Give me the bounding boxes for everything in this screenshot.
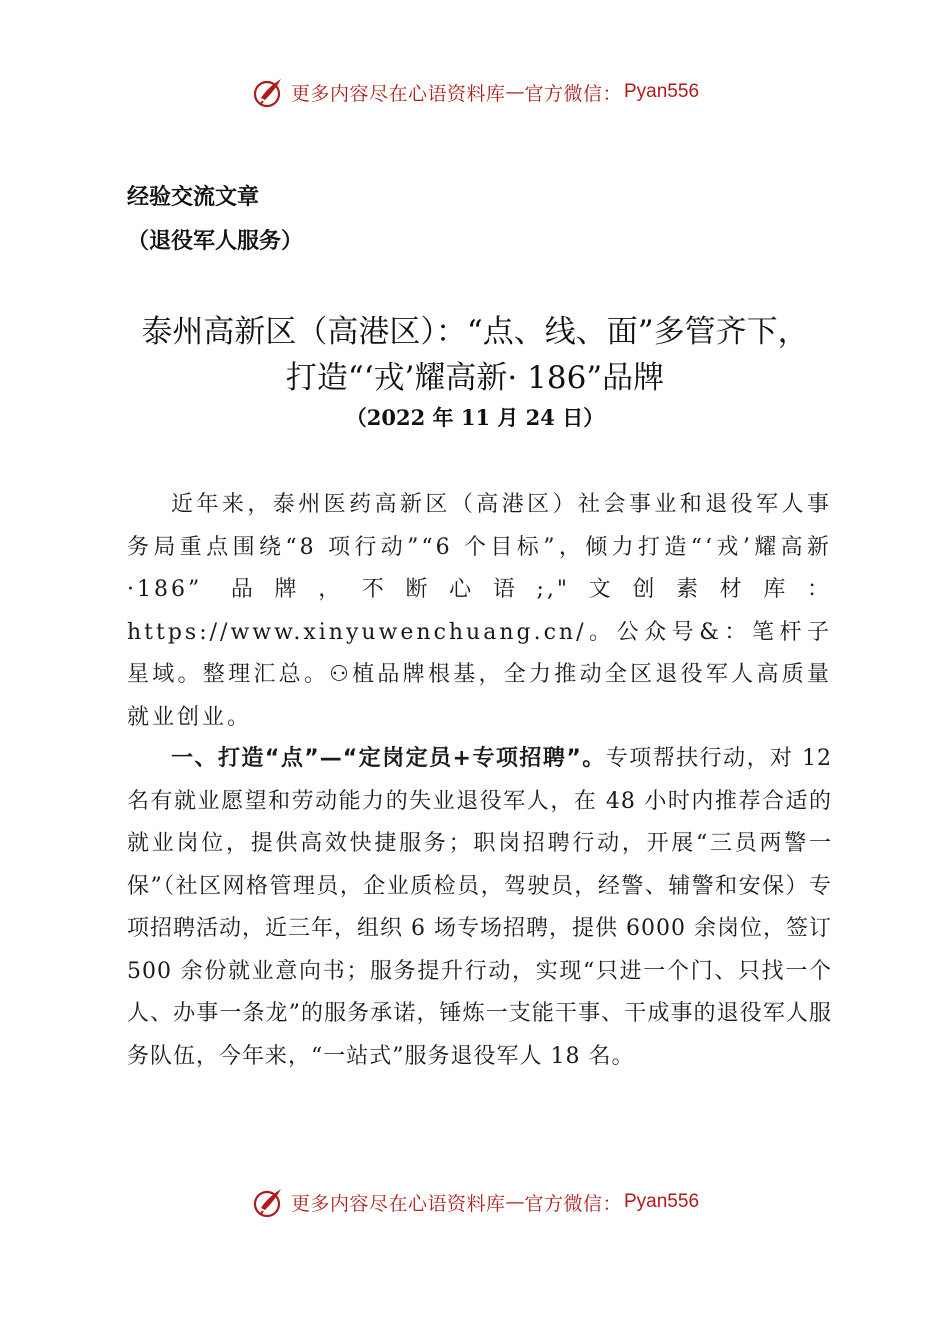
article-title-line2: 打造“‘戎’耀高新· 186”品牌 — [285, 360, 665, 396]
banner-wechat-id: Pyan556 — [624, 81, 700, 102]
paragraph-section-1 — [127, 738, 832, 1078]
category-label: 经验交流文章 — [127, 185, 260, 210]
banner-slogan: 更多内容尽在心语资料库 — [290, 82, 506, 105]
section-heading: 一、打造“点”—“定岗定员+专项招聘”。 — [171, 746, 606, 771]
banner-separator: — — [505, 81, 525, 103]
category-subtitle: （退役军人服务） — [127, 229, 304, 254]
quill-pen-icon — [251, 1184, 287, 1220]
footer-banner — [0, 1180, 950, 1224]
quill-pen-icon — [251, 74, 287, 110]
header-banner — [0, 70, 950, 114]
footer-separator: — — [505, 1191, 525, 1213]
banner-wechat-label: 官方微信： — [524, 82, 622, 105]
section-body: 专项帮扶行动，对 12 名有就业愿望和劳动能力的失业退役军人，在 48 小时内推荐合适的就业岗位，提供高效快捷服务；职岗招聘行动，开展“三员两警一保”（社区网格管理员，企业质检员，驾驶员，经警、辅警和安保）专项招聘活动，近三年，组织 6 场专场招聘，提供 6000 余岗位，签订 500 余份就业意向书；服务提升行动，实现“只进一个门、只找一个人、办事一条龙”的服务承诺，锤炼一支能干事、干成事的退役军人服务队伍，今年来，“一站式”服务退役军人 18 名。 — [127, 746, 832, 1069]
footer-wechat-label: 官方微信： — [524, 1192, 622, 1215]
article-title-line1: 泰州高新区（高港区）：“点、线、面”多管齐下， — [141, 314, 809, 350]
footer-wechat-id: Pyan556 — [624, 1191, 700, 1212]
article-date: （2022 年 11 月 24 日） — [345, 405, 605, 430]
footer-slogan: 更多内容尽在心语资料库 — [290, 1192, 506, 1215]
paragraph-intro: 近年来，泰州医药高新区（高港区）社会事业和退役军人事务局重点围绕“8 项行动”“6 个目标”，倾力打造“‘戎’耀高新·186” 品牌，不断心语;,"文创素材库：https://www.xinyuwenchuang.cn/。公众号&：笔杆子星域。整理汇总。⚇植品牌根基，全力推动全区退役军人高质量就业创业。 — [127, 492, 832, 730]
